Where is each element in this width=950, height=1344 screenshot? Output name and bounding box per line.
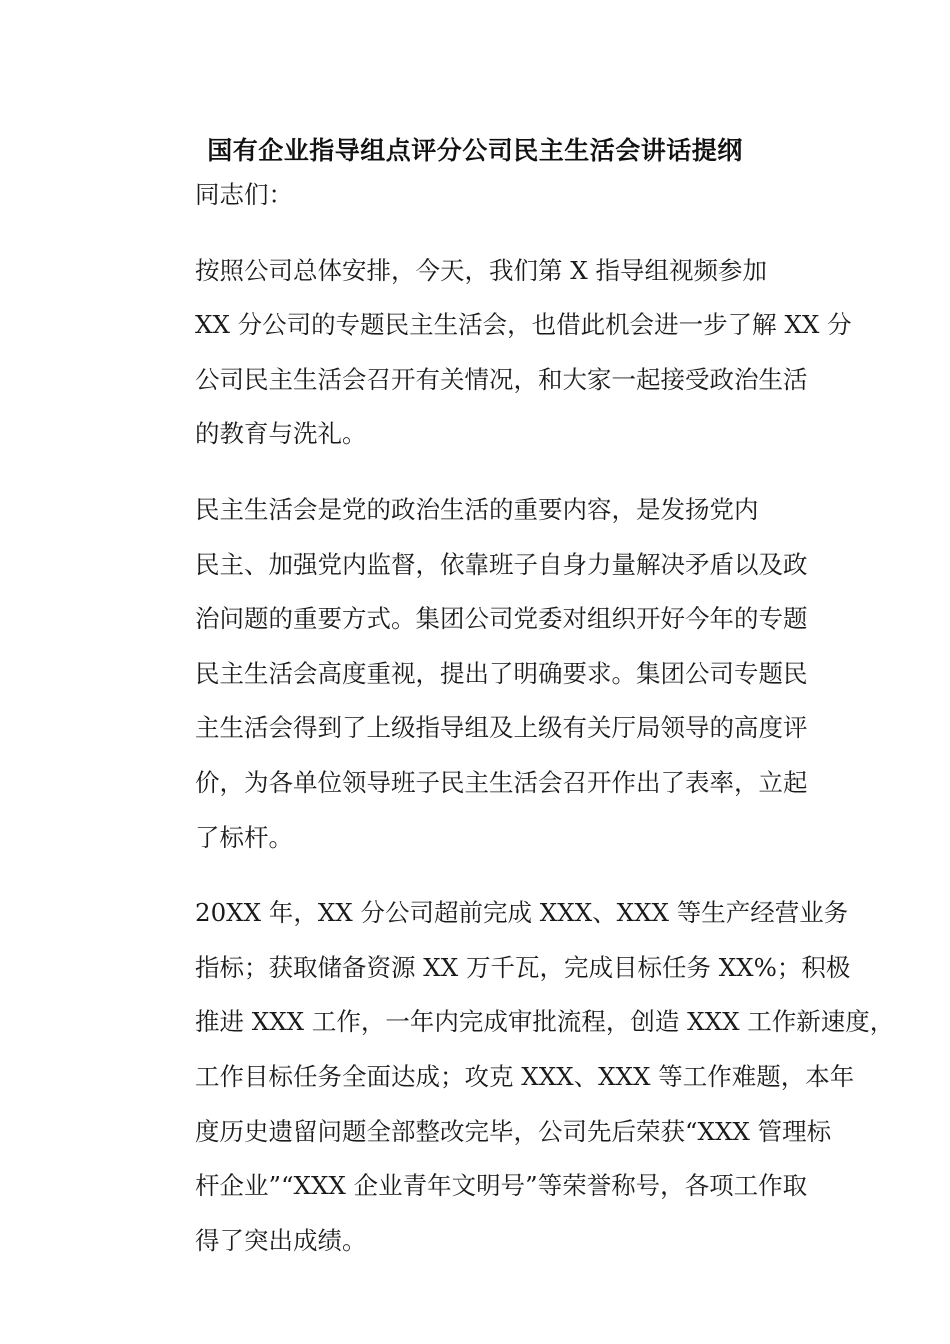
paragraph-line: 公司民主生活会召开有关情况，和大家一起接受政治生活 [195,364,808,394]
salutation-line: 同志们： [195,180,293,209]
paragraph-line: 价，为各单位领导班子民主生活会召开作出了表率，立起 [195,767,808,797]
salutation [146,168,826,223]
paragraph-line: 民主、加强党内监督，依靠班子自身力量解决矛盾以及政 [195,549,808,579]
paragraph-line: 工作目标任务全面达成；攻克 XXX、XXX 等工作难题，本年 [195,1061,855,1091]
paragraph-line: 杆企业”“XXX 企业青年文明号”等荣誉称号，各项工作取 [195,1171,808,1201]
paragraph-3 [146,886,895,1268]
paragraph-2 [146,483,826,865]
paragraph-line: 度历史遗留问题全部整改完毕，公司先后荣获“XXX 管理标 [195,1116,832,1146]
document-title: 国有企业指导组点评分公司民主生活会讲话提纲 [207,136,743,165]
paragraph-line: 民主生活会是党的政治生活的重要内容，是发扬党内 [195,494,759,524]
paragraph-line: 得了突出成绩。 [195,1225,367,1255]
paragraph-1 [146,244,852,462]
paragraph-line: 指标；获取储备资源 XX 万千瓦，完成目标任务 XX%；积极 [195,952,851,982]
paragraph-line: 主生活会得到了上级指导组及上级有关厅局领导的高度评 [195,713,808,743]
paragraph-line: 的教育与洗礼。 [195,419,367,449]
paragraph-line: 按照公司总体安排，今天，我们第 X 指导组视频参加 [195,255,768,285]
paragraph-line: 了标杆。 [195,822,293,852]
paragraph-line: 推进 XXX 工作，一年内完成审批流程，创造 XXX 工作新速度， [195,1007,895,1037]
paragraph-line: 治问题的重要方式。集团公司党委对组织开好今年的专题 [195,604,808,634]
document-body [146,168,895,1268]
paragraph-line: 20XX 年，XX 分公司超前完成 XXX、XXX 等生产经营业务 [195,898,849,928]
paragraph-line: XX 分公司的专题民主生活会，也借此机会进一步了解 XX 分 [195,310,852,340]
paragraph-line: 民主生活会高度重视，提出了明确要求。集团公司专题民 [195,658,808,688]
